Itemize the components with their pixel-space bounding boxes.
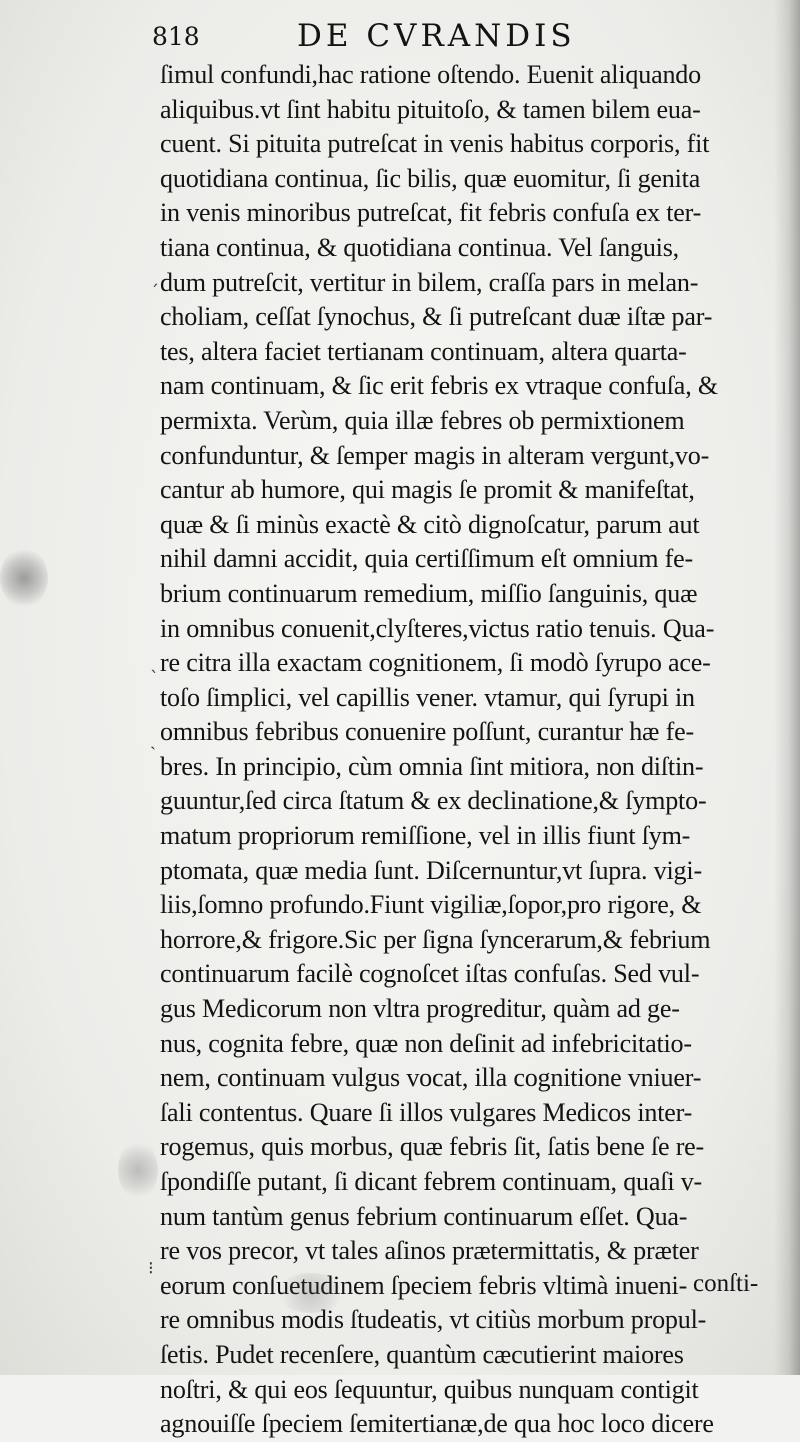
- text-line: quæ & ſi minùs exactè & citò dignoſcatur, parum aut: [160, 509, 700, 539]
- text-line: noſtri, & qui eos ſequuntur, quibus nunquam contigit: [160, 1374, 699, 1404]
- margin-mark: ˋ: [150, 668, 159, 689]
- margin-mark: ˴: [150, 735, 156, 756]
- text-line: aliquibus.vt ſint habitu pituitoſo, & tamen bilem eua-: [160, 94, 701, 124]
- text-line: cantur ab humore, qui magis ſe promit & manifeſtat,: [160, 475, 695, 505]
- text-line: nem, continuam vulgus vocat, illa cognitione vniuer-: [160, 1063, 702, 1093]
- text-line: num tantùm genus febrium continuarum eſſet. Qua-: [160, 1201, 688, 1231]
- page-header: [152, 18, 752, 58]
- margin-mark: ˊ: [150, 282, 159, 303]
- running-title: DE CVRANDIS: [297, 18, 576, 54]
- text-line: agnouiſſe ſpeciem ſemitertianæ,de qua hoc loco dicere: [160, 1409, 714, 1439]
- ink-smudge: [118, 1140, 158, 1200]
- ink-smudge: [276, 1273, 346, 1313]
- margin-mark: ⁝: [148, 1258, 154, 1279]
- text-line: tiana continua, & quotidiana continua. Vel ſanguis,: [160, 232, 680, 262]
- text-line: ſali contentus. Quare ſi illos vulgares Medicos inter-: [160, 1097, 693, 1127]
- text-line: confunduntur, & ſemper magis in alteram vergunt,vo-: [160, 440, 710, 470]
- body-text: [160, 58, 790, 1442]
- text-line: quotidiana continua, ſic bilis, quæ euomitur, ſi genita: [160, 163, 701, 193]
- text-line: cuent. Si pituita putreſcat in venis habitus corporis, fit: [160, 129, 710, 159]
- text-line: gus Medicorum non vltra progreditur, quàm ad ge-: [160, 994, 680, 1024]
- text-line: dum putreſcit, vertitur in bilem, craſſa pars in melan-: [160, 267, 699, 297]
- text-line: choliam, ceſſat ſynochus, & ſi putreſcant duæ iſtæ par-: [160, 302, 713, 332]
- text-line: permixta. Verùm, quia illæ febres ob permixtionem: [160, 405, 685, 435]
- page-number: 818: [152, 22, 200, 51]
- text-line: horrore,& frigore.Sic per ſigna ſyncerarum,& febrium: [160, 924, 711, 954]
- text-line: bres. In principio, cùm omnia ſint mitiora, non diſtin-: [160, 751, 704, 781]
- text-line: ſpondiſſe putant, ſi dicant febrem continuam, quaſi v-: [160, 1167, 703, 1196]
- catchword: conſti-: [693, 1270, 759, 1297]
- text-line: eorum conſuetudinem ſpeciem febris vltimà inueni-: [160, 1270, 688, 1300]
- text-line: re vos precor, vt tales aſinos prætermittatis, & præter: [160, 1236, 699, 1266]
- text-line: nihil damni accidit, quia certiſſimum eſt omnium fe-: [160, 544, 694, 574]
- ink-smudge: [0, 548, 48, 608]
- text-line: liis,ſomno profundo.Fiunt vigiliæ,ſopor,pro rigore, &: [160, 890, 702, 920]
- text-line: rogemus, quis morbus, quæ febris ſit, ſatis bene ſe re-: [160, 1132, 705, 1162]
- text-line: guuntur,ſed circa ſtatum & ex declinatione,& ſympto-: [160, 786, 707, 816]
- text-line: tes, altera faciet tertianam continuam, altera quarta-: [160, 336, 687, 366]
- text-line: nam continuam, & ſic erit febris ex vtraque confuſa, &: [160, 371, 718, 401]
- text-line: matum propriorum remiſſione, vel in illis fiunt ſym-: [160, 821, 691, 851]
- text-line: in venis minoribus putreſcat, fit febris confuſa ex ter-: [160, 198, 702, 228]
- text-line: nus, cognita febre, quæ non deſinit ad infebricitatio-: [160, 1028, 692, 1058]
- text-line: in omnibus conuenit,clyſteres,victus ratio tenuis. Qua-: [160, 613, 715, 643]
- text-line: re citra illa exactam cognitionem, ſi modò ſyrupo ace-: [160, 648, 711, 678]
- text-line: ptomata, quæ media ſunt. Diſcernuntur,vt ſupra. vigi-: [160, 855, 702, 885]
- text-line: toſo ſimplici, vel capillis vener. vtamur, qui ſyrupi in: [160, 682, 695, 712]
- text-line: ſetis. Pudet recenſere, quantùm cæcutierint maiores: [160, 1339, 684, 1369]
- text-line: continuarum facilè cognoſcet iſtas confuſas. Sed vul-: [160, 959, 700, 989]
- text-line: omnibus febribus conuenire poſſunt, curantur hæ fe-: [160, 717, 694, 747]
- text-line: brium continuarum remedium, miſſio ſanguinis, quæ: [160, 578, 698, 608]
- text-line: ſimul confundi,hac ratione oſtendo. Euenit aliquando: [160, 60, 701, 89]
- text-line: re omnibus modis ſtudeatis, vt citiùs morbum propul-: [160, 1305, 707, 1335]
